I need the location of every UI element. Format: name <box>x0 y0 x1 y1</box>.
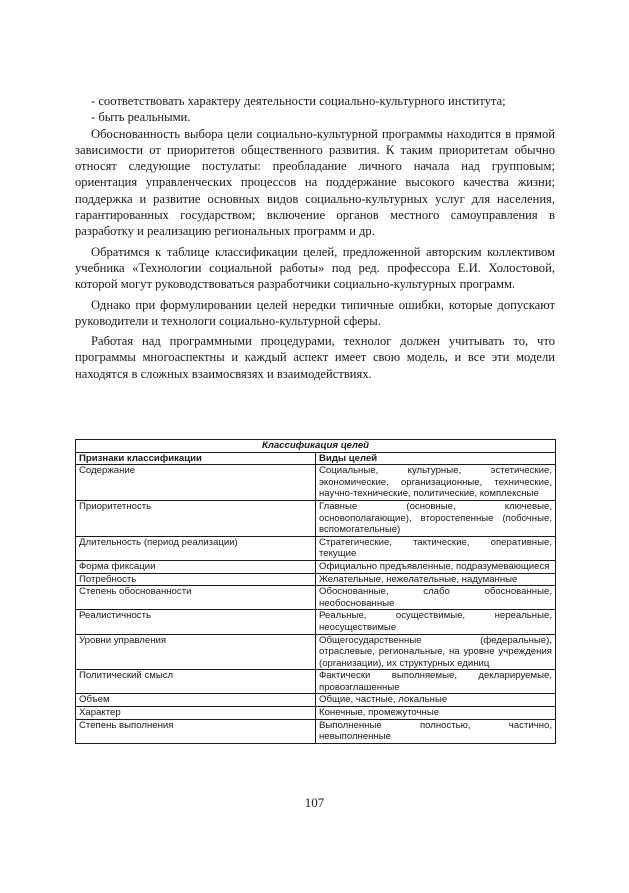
table-cell: Степень выполнения <box>76 719 316 743</box>
table-cell: Желательные, нежелательные, надуманные <box>316 573 556 586</box>
table-cell: Объем <box>76 694 316 707</box>
table-cell: Уровни управления <box>76 634 316 670</box>
table-cell: Официально предъявленные, подразумевающиеся <box>316 560 556 573</box>
table-row <box>76 670 556 694</box>
table-cell: Политический смысл <box>76 670 316 694</box>
page-number: 107 <box>304 795 325 810</box>
table-row <box>76 719 556 743</box>
paragraph: Работая над программными процедурами, технолог должен учитывать то, что программы многоаспектны и каждый аспект имеет свою модель, и все эти модели находятся в сложных взаимосвязях и взаимодействиях. <box>75 334 555 381</box>
table-cell: Реальные, осуществимые, нереальные, неосуществимые <box>316 610 556 634</box>
table-row <box>76 560 556 573</box>
paragraph: - соответствовать характеру деятельности социально-культурного института; <box>91 94 506 108</box>
table-row <box>76 707 556 720</box>
table-row <box>76 500 556 536</box>
table-cell: Социальные, культурные, эстетические, экономические, организационные, технические, научно-технические, политические, комплексные <box>316 465 556 501</box>
table-cell: Потребность <box>76 573 316 586</box>
table-cell: Стратегические, тактические, оперативные, текущие <box>316 536 556 560</box>
table-row <box>76 536 556 560</box>
paragraph: Обратимся к таблице классификации целей, предложенной авторским коллективом учебника «Технологии социальной работы» под ред. профессора Е.И. Холостовой, которой могут руководствоваться разработчики социально-культурных программ. <box>75 244 555 292</box>
table-row <box>76 573 556 586</box>
table-cell: Степень обоснованности <box>76 586 316 610</box>
table-cell: Выполненные полностью, частично, невыполненные <box>316 719 556 743</box>
body-text <box>75 93 555 382</box>
column-header: Признаки классификации <box>76 452 316 465</box>
table-cell: Конечные, промежуточные <box>316 707 556 720</box>
table-header-row <box>76 452 556 465</box>
table-cell: Длительность (период реализации) <box>76 536 316 560</box>
classification-table <box>75 439 556 744</box>
table-cell: Фактически выполняемые, декларируемые, провозглашенные <box>316 670 556 694</box>
table-row <box>76 586 556 610</box>
paragraph: - быть реальными. <box>91 110 191 125</box>
table-cell: Форма фиксации <box>76 560 316 573</box>
table-row <box>76 694 556 707</box>
table-cell: Содержание <box>76 465 316 501</box>
table-cell: Общие, частные, локальные <box>316 694 556 707</box>
table-cell: Реалистичность <box>76 610 316 634</box>
table-row <box>76 634 556 670</box>
table-caption: Классификация целей <box>76 440 556 453</box>
table-caption-row <box>76 440 556 453</box>
table-cell: Главные (основные, ключевые, основополагающие), второстепенные (побочные, вспомогательные) <box>316 500 556 536</box>
table-cell: Приоритетность <box>76 500 316 536</box>
table-cell: Обоснованные, слабо обоснованные, необоснованные <box>316 586 556 610</box>
paragraph: Обоснованность выбора цели социально-культурной программы находится в прямой зависимости от приоритетов общественного развития. К таким приоритетам обычно относят следующие постулаты: преобладание личного начала над групповым; ориентация управленческих процессов на поддержание высокого качества жизни; поддержка и развитие основных видов социально-культурных услуг для населения, гарантированных государством; включение органов местного самоуправления в разработку и реализацию региональных программ и др. <box>75 126 555 239</box>
paragraph: Однако при формулировании целей нередки типичные ошибки, которые допускают руководители и технологи социально-культурной сферы. <box>75 297 555 328</box>
table-row <box>76 465 556 501</box>
table-cell: Характер <box>76 707 316 720</box>
table-cell: Общегосударственные (федеральные), отраслевые, региональные, на уровне учреждения (организации), их структурных единиц <box>316 634 556 670</box>
table-row <box>76 610 556 634</box>
column-header: Виды целей <box>316 452 556 465</box>
